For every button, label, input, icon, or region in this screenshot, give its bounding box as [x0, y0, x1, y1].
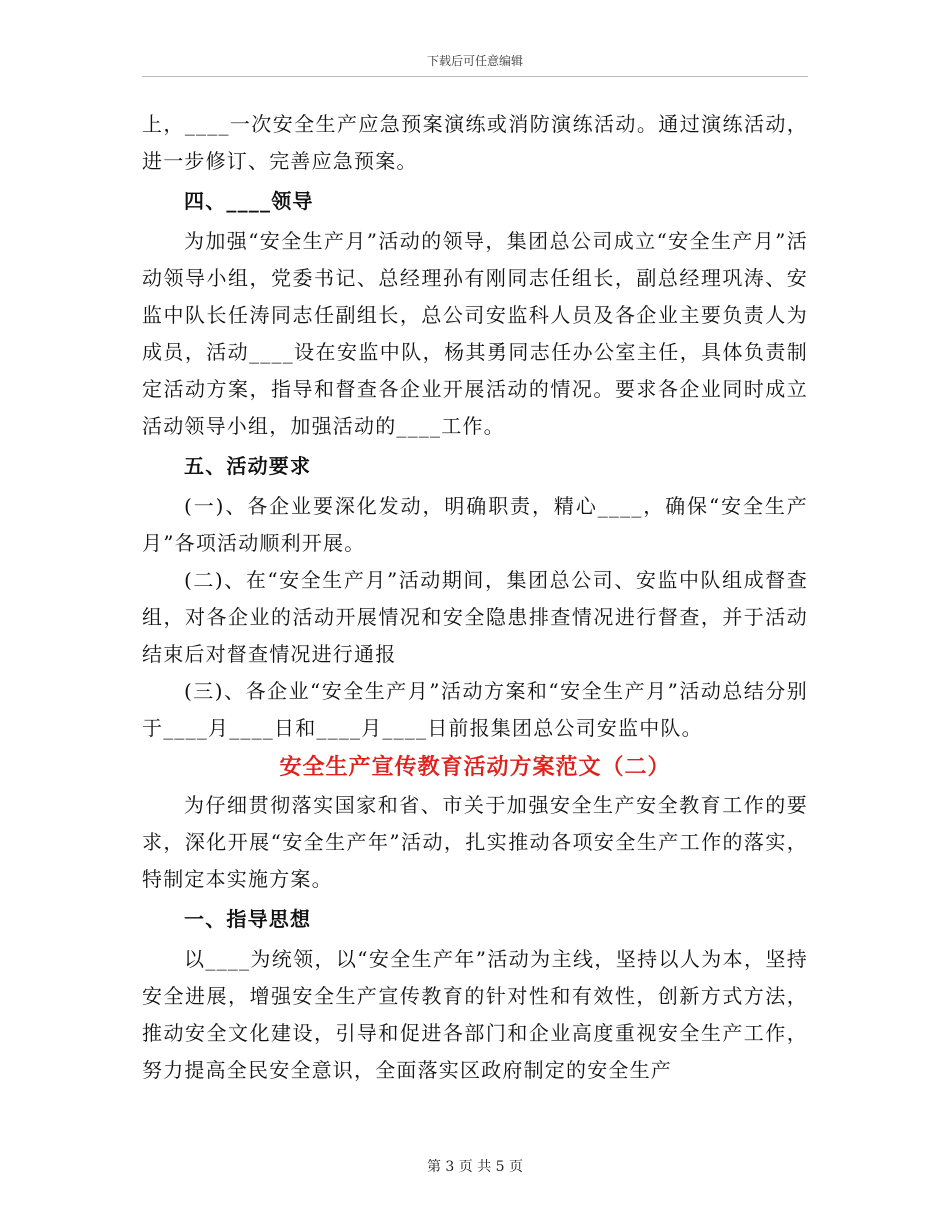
section-heading-4: 四、____领导	[184, 189, 314, 213]
paragraph-leadership: 为加强“安全生产月”活动的领导，集团总公司成立“安全生产月”活动领导小组，党委书记、总经理孙有刚同志任组长，副总经理巩涛、安监中队长任涛同志任副组长，总公司安监科人员及各企业主要负责人为成员，活动____设在安监中队，杨其勇同志任办公室主任，具体负责制定活动方案，指导和督查各企业开展活动的情况。要求各企业同时成立活动领导小组，加强活动的____工作。	[142, 229, 808, 438]
section-heading-1: 一、指导思想	[184, 907, 312, 931]
paragraph-guiding-thought: 以____为统领，以“安全生产年”活动为主线，坚持以人为本，坚持安全进展，增强安全生产宣传教育的针对性和有效性，创新方式方法，推动安全文化建设，引导和促进各部门和企业高度重视安全生产工作，努力提高全民安全意识，全面落实区政府制定的安全生产	[142, 947, 808, 1082]
page-footer: 第 3 页 共 5 页	[426, 1159, 524, 1175]
document-title-2: 安全生产宣传教育活动方案范文（二）	[279, 754, 671, 780]
header-divider	[142, 76, 808, 77]
page-header: 下载后可任意编辑	[426, 54, 523, 68]
paragraph-requirement-3: (三)、各企业“安全生产月”活动方案和“安全生产月”活动总结分别于____月____日和____月____日前报集团总公司安监中队。	[142, 679, 808, 740]
paragraph-requirement-1: (一)、各企业要深化发动，明确职责，精心____，确保“安全生产月”各项活动顺利开展。	[142, 494, 808, 555]
paragraph-drill: 上，____一次安全生产应急预案演练或消防演练活动。通过演练活动，进一步修订、完善应急预案。	[142, 112, 808, 173]
paragraph-intro: 为仔细贯彻落实国家和省、市关于加强安全生产安全教育工作的要求，深化开展“安全生产年”活动，扎实推动各项安全生产工作的落实，特制定本实施方案。	[142, 793, 808, 891]
section-heading-5: 五、活动要求	[184, 454, 312, 478]
paragraph-requirement-2: (二)、在“安全生产月”活动期间，集团总公司、安监中队组成督查组，对各企业的活动开展情况和安全隐患排查情况进行督查，并于活动结束后对督查情况进行通报	[142, 568, 808, 666]
document-body	[142, 106, 808, 1089]
